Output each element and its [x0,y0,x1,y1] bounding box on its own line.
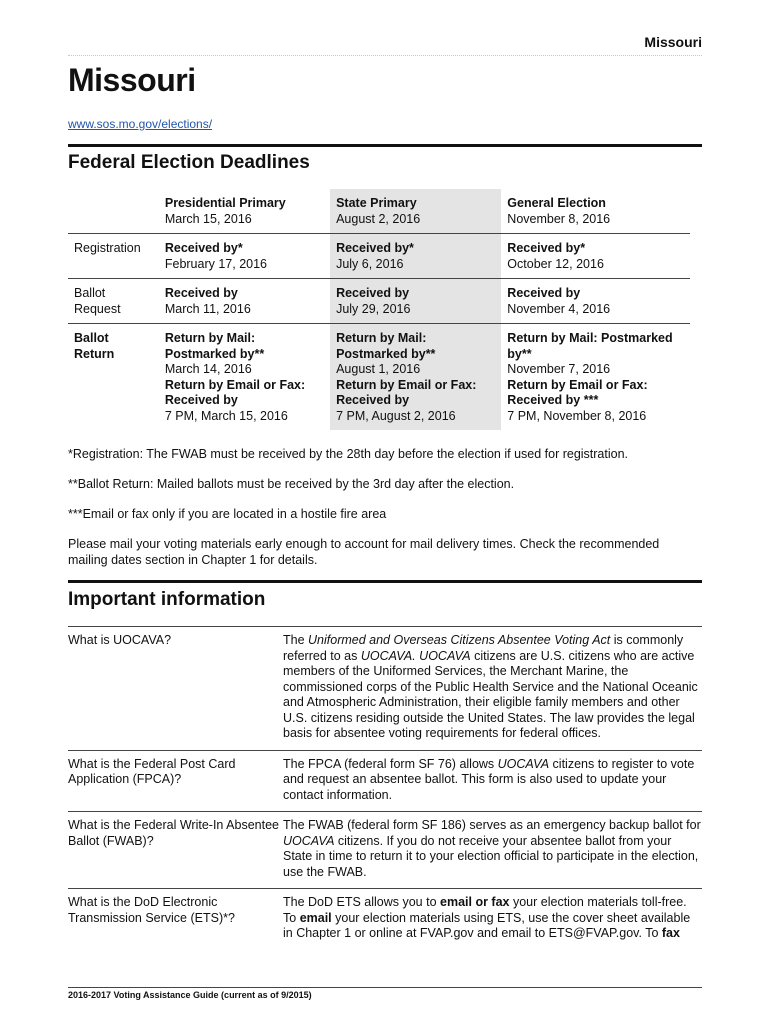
info-question: What is the DoD Electronic Transmission Service (ETS)*? [68,895,235,925]
row-label: Ballot Return [68,324,151,431]
table-cell: Received by* February 17, 2016 [151,234,330,279]
table-cell: Received by* October 12, 2016 [501,234,690,279]
table-cell: Return by Mail: Postmarked by** March 14, 2016 Return by Email or Fax: Received by 7 PM, March 15, 2016 [151,324,330,431]
note-ballot-return: **Ballot Return: Mailed ballots must be received by the 3rd day after the election. [68,477,515,491]
important-info-list [68,626,702,950]
federal-deadlines-title: Federal Election Deadlines [68,152,310,173]
info-answer: The DoD ETS allows you to email or fax your election materials toll-free. To email your election materials using ETS, use the cover sheet available in Chapter 1 or online at FVAP.gov and email to ETS@FVAP.gov. To fax [283,895,691,940]
table-cell: Received by* July 6, 2016 [330,234,501,279]
info-row-ets [68,888,702,950]
table-cell: Return by Mail: Postmarked by** August 1, 2016 Return by Email or Fax: Received by 7 PM, August 2, 2016 [330,324,501,431]
row-label: Ballot Request [68,279,151,324]
table-cell: Received by November 4, 2016 [501,279,690,324]
note-email-fax: ***Email or fax only if you are located in a hostile fire area [68,507,387,521]
table-cell: Received by March 11, 2016 [151,279,330,324]
info-answer: The FPCA (federal form SF 76) allows UOCAVA citizens to register to vote and request an absentee ballot. This form is also used to update your contact information. [283,756,695,802]
info-answer: The FWAB (federal form SF 186) serves as an emergency backup ballot for UOCAVA citizens. If you do not receive your absentee ballot from your State in time to return it to your election official to participate in the election, use the FWAB. [283,818,701,879]
note-mailing: Please mail your voting materials early enough to account for mail delivery times. Check the recommended mailing dates section in Chapter 1 for details. [68,537,660,567]
table-row-registration [68,234,690,279]
table-row-ballot-request [68,279,690,324]
state-elections-link[interactable]: www.sos.mo.gov/elections/ [68,117,213,131]
federal-deadlines-table [68,189,690,430]
column-header: General Election November 8, 2016 [507,196,611,226]
column-header: Presidential Primary March 15, 2016 [164,196,286,226]
header-divider [68,55,702,56]
table-row-ballot-return [68,324,690,431]
column-header: State Primary August 2, 2016 [330,189,501,234]
info-row-fwab [68,811,702,888]
running-head: Missouri [644,34,702,50]
table-cell: Return by Mail: Postmarked by** November 7, 2016 Return by Email or Fax: Received by *** 7 PM, November 8, 2016 [501,324,690,431]
footer-divider [68,987,702,988]
note-registration: *Registration: The FWAB must be received by the 28th day before the election if used for registration. [68,447,629,461]
info-question: What is the Federal Post Card Application (FPCA)? [68,756,236,786]
row-label: Registration [68,234,151,279]
info-answer: The Uniformed and Overseas Citizens Absentee Voting Act is commonly referred to as UOCAVA. UOCAVA citizens are U.S. citizens who are active members of the Uniformed Services, the Merchant Marine, the commissioned corps of the Public Health Service and the National Oceanic and Atmospheric Administration, their eligible family members and other U.S. citizens residing outside the United States. The law provides the legal basis for absentee voting requirements for federal offices. [283,633,698,740]
table-header-row [68,189,690,234]
table-cell: Received by July 29, 2016 [330,279,501,324]
info-row-fpca [68,750,702,812]
info-row-uocava [68,626,702,750]
section-divider [68,144,702,147]
page-title: Missouri [68,62,196,98]
info-question: What is UOCAVA? [68,633,172,647]
section-divider [68,580,702,583]
info-question: What is the Federal Write-In Absentee Ballot (FWAB)? [68,818,279,848]
important-info-title: Important information [68,589,266,610]
page-footer: 2016-2017 Voting Assistance Guide (current as of 9/2015) [68,990,312,1000]
